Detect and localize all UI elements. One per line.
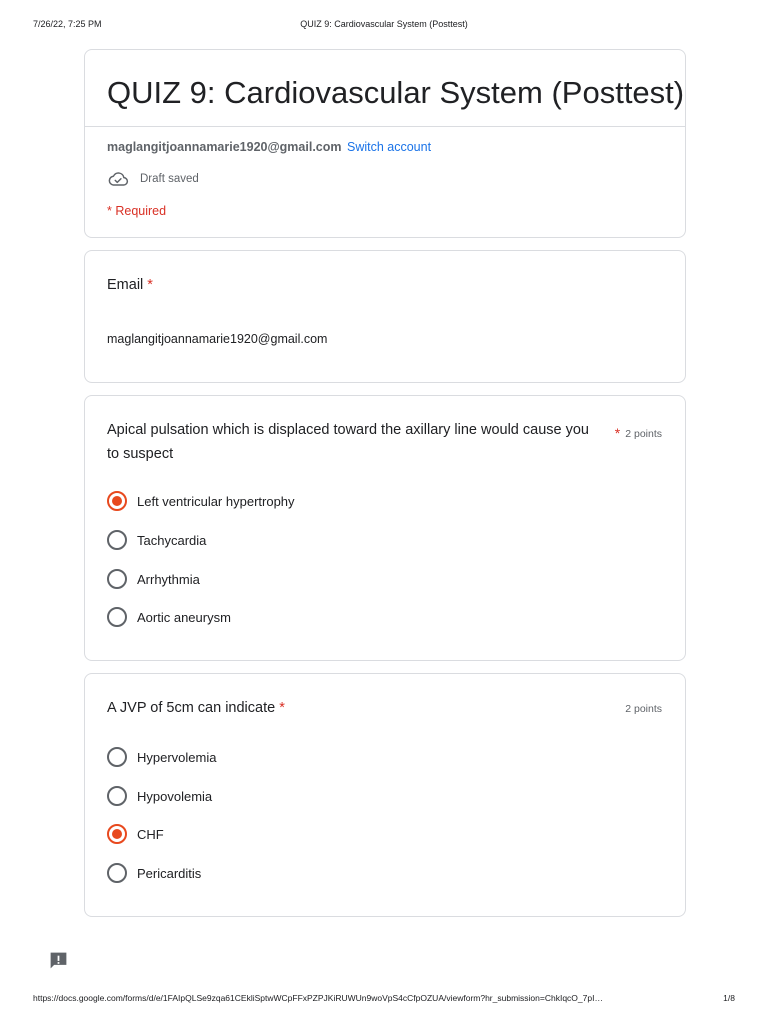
radio-button[interactable]	[107, 747, 127, 767]
draft-status	[107, 170, 199, 188]
answer-option[interactable]	[107, 747, 216, 767]
form-title: QUIZ 9: Cardiovascular System (Posttest)	[107, 75, 685, 110]
radio-button[interactable]	[107, 824, 127, 844]
answer-option[interactable]	[107, 786, 212, 806]
required-note: * Required	[107, 204, 167, 218]
question-points	[615, 425, 662, 441]
radio-button[interactable]	[107, 491, 127, 511]
option-label: Hypovolemia	[137, 788, 213, 804]
option-label: Left ventricular hypertrophy	[137, 493, 295, 509]
header-divider	[85, 126, 685, 127]
print-header	[33, 19, 735, 33]
option-label: Pericarditis	[137, 865, 202, 881]
answer-option[interactable]	[107, 530, 206, 550]
answer-option[interactable]	[107, 824, 164, 844]
print-url: https://docs.google.com/forms/d/e/1FAIpQLSe9zqa61CEkliSptwWCpFFxPZPJKiRUWUn9woVpS4cCfpOZUA/viewform?hr_submission=ChkIqcO_7pI…	[33, 993, 603, 1003]
points-label: 2 points	[625, 428, 662, 440]
answer-option[interactable]	[107, 607, 231, 627]
print-datetime: 7/26/22, 7:25 PM	[33, 19, 102, 29]
option-label: Tachycardia	[137, 532, 207, 548]
required-asterisk: *	[147, 277, 153, 293]
form-header-card	[84, 49, 686, 238]
email-question-title	[107, 273, 153, 297]
answer-option[interactable]	[107, 569, 200, 589]
question-points: 2 points	[625, 703, 662, 715]
question-card	[84, 395, 686, 661]
print-page-title: QUIZ 9: Cardiovascular System (Posttest)	[300, 19, 468, 29]
print-footer	[33, 990, 735, 1004]
question-text: Apical pulsation which is displaced toward the axillary line would cause you to suspect	[107, 422, 589, 462]
answer-option[interactable]	[107, 863, 201, 883]
page-number: 1/8	[723, 993, 735, 1003]
required-asterisk: *	[279, 700, 285, 716]
radio-button[interactable]	[107, 530, 127, 550]
radio-button[interactable]	[107, 569, 127, 589]
account-line	[107, 139, 431, 155]
radio-button[interactable]	[107, 607, 127, 627]
email-field[interactable]: maglangitjoannamarie1920@gmail.com	[107, 332, 328, 346]
question-title	[107, 696, 285, 720]
account-email: maglangitjoannamarie1920@gmail.com	[107, 140, 342, 154]
required-asterisk: *	[614, 425, 621, 441]
answer-option[interactable]	[107, 491, 295, 511]
radio-button[interactable]	[107, 863, 127, 883]
option-label: Aortic aneurysm	[137, 609, 231, 625]
option-label: Arrhythmia	[137, 571, 200, 587]
question-card	[84, 673, 686, 917]
option-label: CHF	[137, 826, 164, 842]
report-feedback-icon[interactable]	[48, 950, 69, 971]
question-text: A JVP of 5cm can indicate	[107, 700, 276, 716]
email-question-label: Email	[107, 277, 144, 293]
option-label: Hypervolemia	[137, 749, 217, 765]
email-question-card	[84, 250, 686, 383]
draft-status-label: Draft saved	[140, 173, 199, 185]
switch-account-link[interactable]: Switch account	[346, 140, 432, 154]
radio-button[interactable]	[107, 786, 127, 806]
cloud-check-icon	[107, 170, 129, 188]
